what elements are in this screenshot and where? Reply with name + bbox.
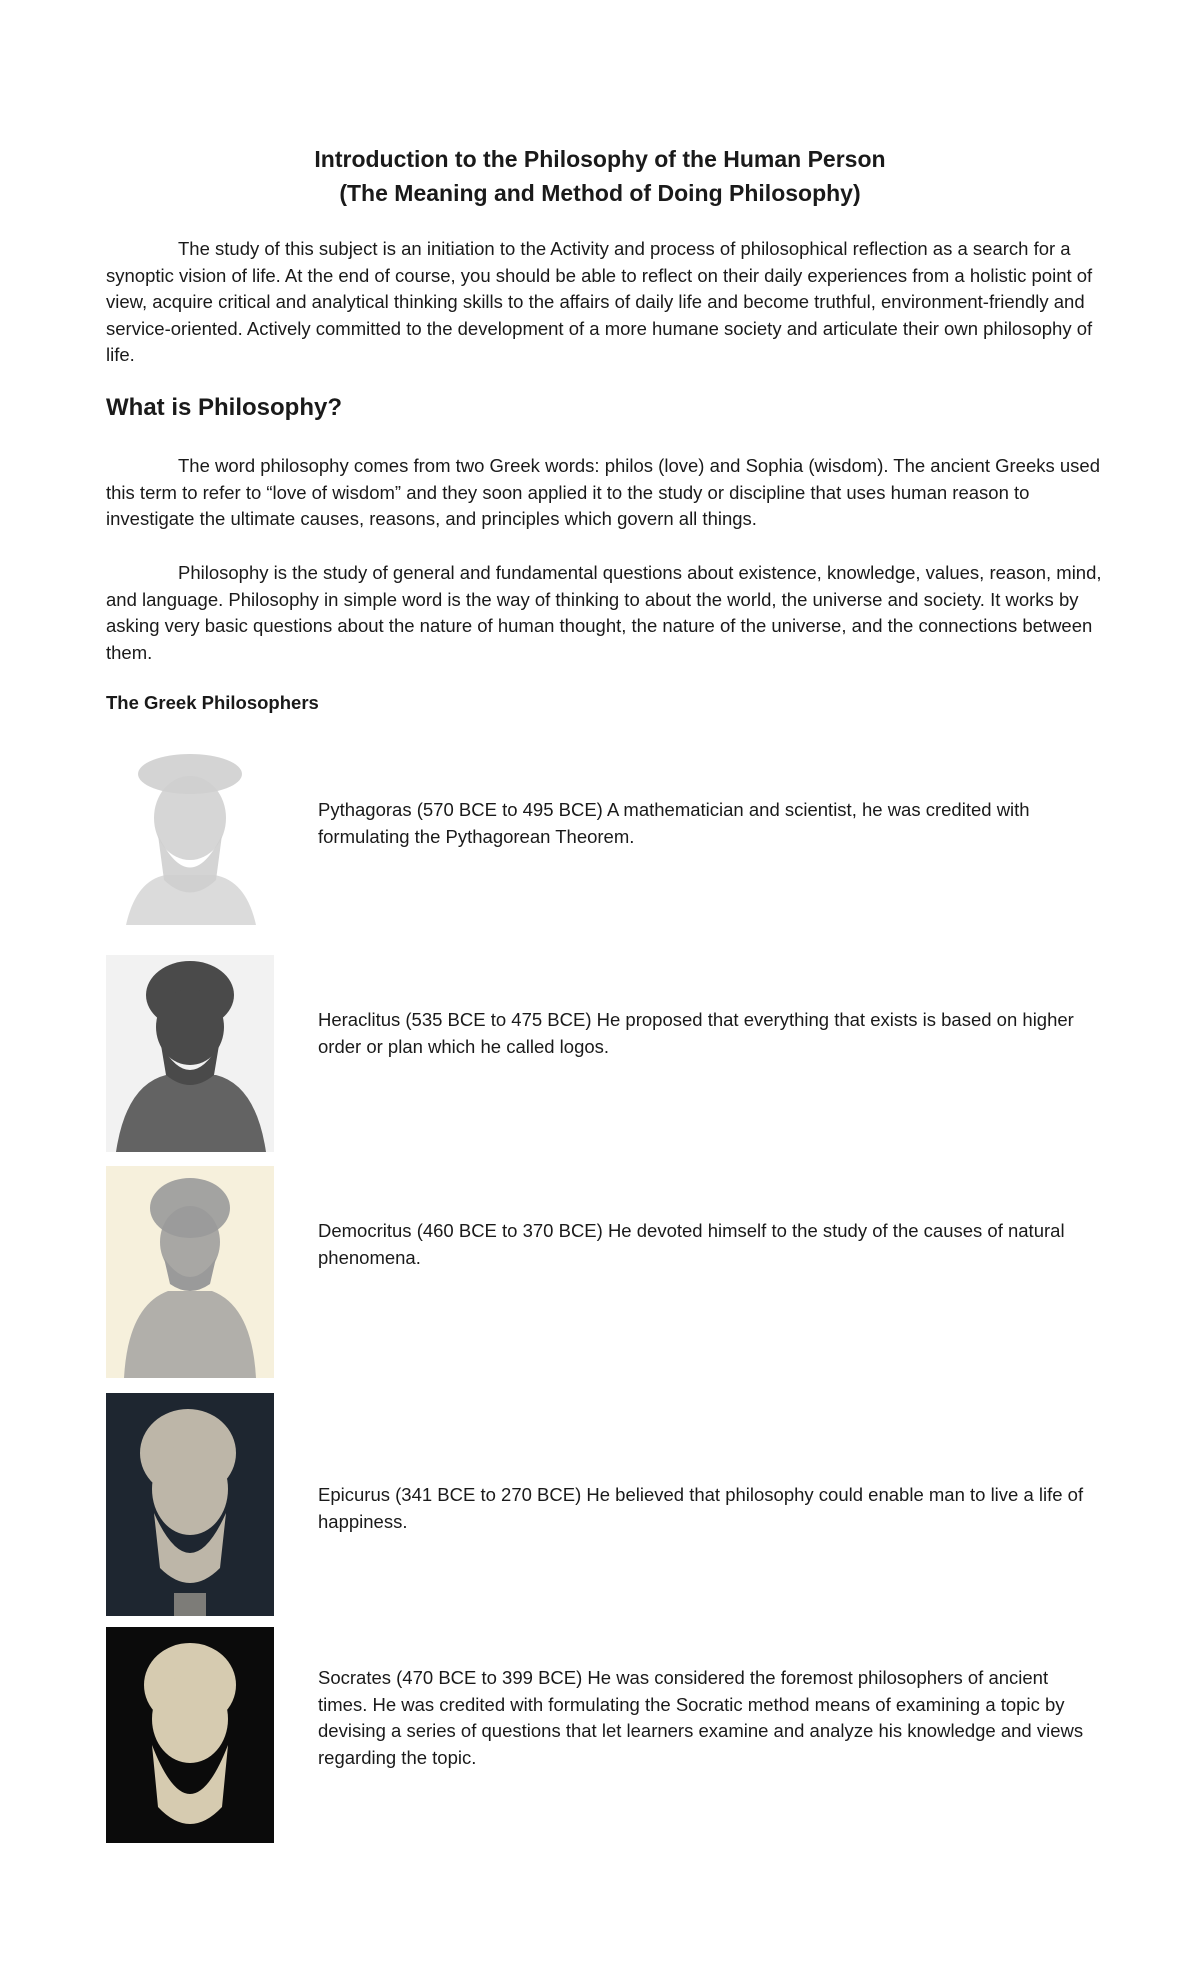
description-paragraph: Philosophy is the study of general and fundamental questions about existence, knowledge, values, reason, mind, and language. Philosophy in simple word is the way of thinking to about the world, the universe and society. It works by asking very basic questions about the nature of human thought, the nature of the universe, and the connections between them. <box>106 562 1102 663</box>
philosophers-heading: The Greek Philosophers <box>106 692 319 713</box>
epicurus-description: Epicurus (341 BCE to 270 BCE) He believed that philosophy could enable man to live a life of happiness. <box>318 1484 1084 1532</box>
bust-graphic <box>106 1166 274 1378</box>
pythagoras-bust-image <box>106 740 274 925</box>
bust-graphic <box>106 1393 274 1616</box>
document-subtitle: (The Meaning and Method of Doing Philosophy) <box>339 180 861 206</box>
democritus-bust-image <box>106 1166 274 1378</box>
heraclitus-description: Heraclitus (535 BCE to 475 BCE) He proposed that everything that exists is based on higher order or plan which he called logos. <box>318 1009 1074 1057</box>
heraclitus-bust-image <box>106 955 274 1152</box>
socrates-bust-image <box>106 1627 274 1843</box>
pythagoras-description: Pythagoras (570 BCE to 495 BCE) A mathematician and scientist, he was credited with formulating the Pythagorean Theorem. <box>318 799 1030 847</box>
section-heading: What is Philosophy? <box>106 394 343 421</box>
intro-paragraph: The study of this subject is an initiation to the Activity and process of philosophical reflection as a search for a synoptic vision of life. At the end of course, you should be able to reflect on their daily experiences from a holistic point of view, acquire critical and analytical thinking skills to the affairs of daily life and become truthful, environment-friendly and service-oriented. Actively committed to the development of a more humane society and articulate their own philosophy of life. <box>106 238 1093 365</box>
bust-graphic <box>106 740 274 925</box>
document-title: Introduction to the Philosophy of the Human Person <box>314 146 886 172</box>
democritus-description: Democritus (460 BCE to 370 BCE) He devoted himself to the study of the causes of natural phenomena. <box>318 1220 1065 1268</box>
socrates-description: Socrates (470 BCE to 399 BCE) He was considered the foremost philosophers of ancient times. He was credited with formulating the Socratic method means of examining a topic by devising a series of questions that let learners examine and analyze his knowledge and views regarding the topic. <box>318 1667 1084 1768</box>
definition-paragraph: The word philosophy comes from two Greek words: philos (love) and Sophia (wisdom). The ancient Greeks used this term to refer to “love of wisdom” and they soon applied it to the study or discipline that uses human reason to investigate the ultimate causes, reasons, and principles which govern all things. <box>106 455 1100 529</box>
epicurus-bust-image <box>106 1393 274 1616</box>
bust-graphic <box>106 1627 274 1843</box>
bust-graphic <box>106 955 274 1152</box>
